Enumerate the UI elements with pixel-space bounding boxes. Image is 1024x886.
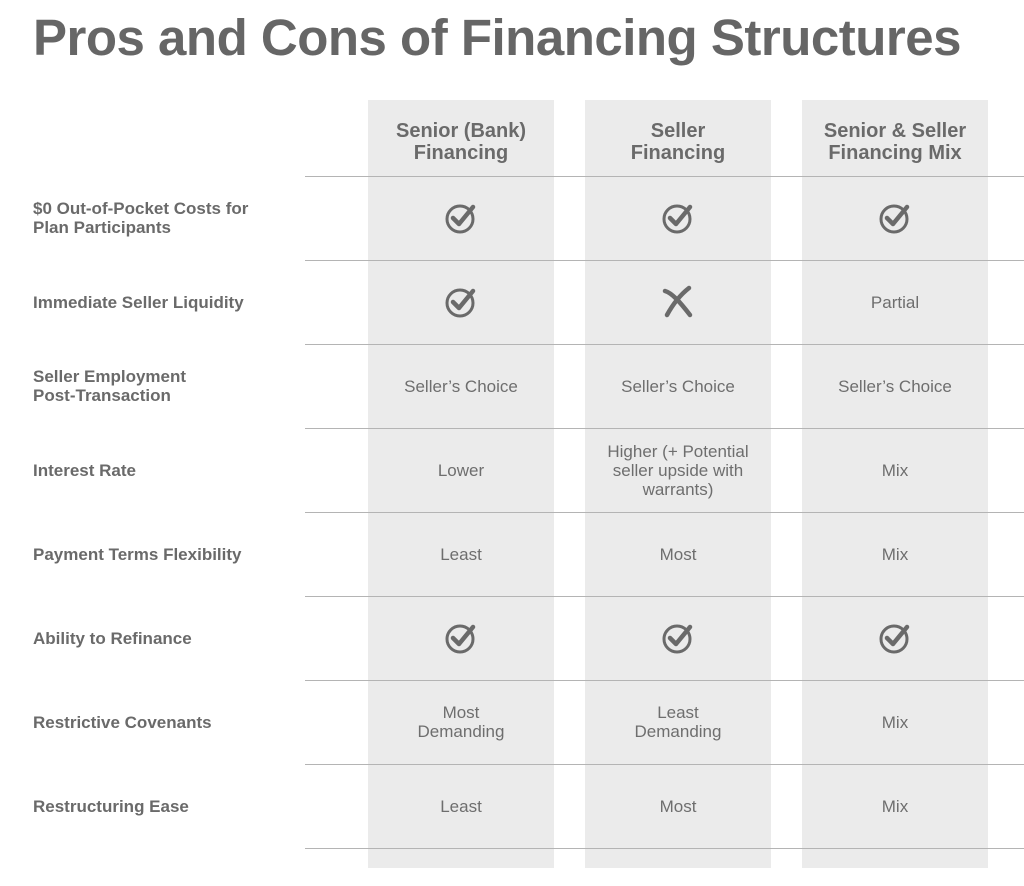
row-label: $0 Out-of-Pocket Costs for Plan Participants — [33, 199, 249, 237]
row-label: Payment Terms Flexibility — [33, 544, 242, 564]
table-cell: Partial — [870, 292, 920, 312]
check-circle-icon — [368, 596, 554, 680]
table-cell: Lower — [437, 460, 485, 480]
x-mark-icon — [585, 260, 771, 344]
table-cell: Most — [659, 796, 697, 816]
table-cell: Mix — [881, 460, 909, 480]
check-circle-icon — [368, 260, 554, 344]
row-label: Restrictive Covenants — [33, 712, 212, 732]
table-cell: Seller’s Choice — [838, 376, 952, 396]
row-label: Interest Rate — [33, 460, 136, 480]
check-circle-icon — [585, 176, 771, 260]
table-cell: Higher (+ Potential seller upside with warrants) — [607, 441, 749, 499]
row-label: Immediate Seller Liquidity — [33, 292, 244, 312]
column-header: Senior & Seller Financing Mix — [823, 120, 967, 164]
row-label: Ability to Refinance — [33, 628, 192, 648]
column-header: Senior (Bank) Financing — [395, 120, 527, 164]
check-circle-icon — [585, 596, 771, 680]
table-cell: Most Demanding — [417, 703, 505, 741]
table-cell: Least — [440, 796, 482, 816]
table-cell: Most — [659, 544, 697, 564]
row-label: Seller Employment Post-Transaction — [33, 367, 187, 405]
check-circle-icon — [802, 596, 988, 680]
table-cell: Seller’s Choice — [404, 376, 518, 396]
check-circle-icon — [802, 176, 988, 260]
page-title: Pros and Cons of Financing Structures — [33, 9, 961, 66]
table-cell: Least — [440, 544, 482, 564]
row-divider — [305, 848, 1024, 849]
table-cell: Seller’s Choice — [621, 376, 735, 396]
table-cell: Least Demanding — [634, 703, 722, 741]
table-cell: Mix — [881, 544, 909, 564]
check-circle-icon — [368, 176, 554, 260]
row-label: Restructuring Ease — [33, 796, 189, 816]
table-cell: Mix — [881, 796, 909, 816]
column-header: Seller Financing — [630, 120, 726, 164]
table-cell: Mix — [881, 712, 909, 732]
